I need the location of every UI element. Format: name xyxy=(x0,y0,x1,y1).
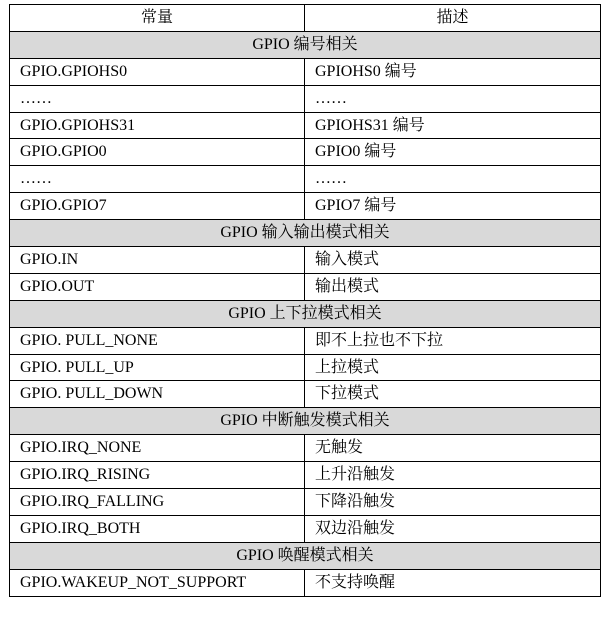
section-title: GPIO 编号相关 xyxy=(10,31,601,58)
table-row xyxy=(10,112,601,139)
table-row xyxy=(10,489,601,516)
table-row xyxy=(10,435,601,462)
table-row xyxy=(10,85,601,112)
description-cell: GPIOHS31 编号 xyxy=(305,112,601,139)
description-cell: 下降沿触发 xyxy=(305,489,601,516)
constant-cell: GPIO.GPIO0 xyxy=(10,139,305,166)
description-cell: GPIO0 编号 xyxy=(305,139,601,166)
table-row xyxy=(10,247,601,274)
description-cell: 不支持唤醒 xyxy=(305,569,601,596)
constant-cell: GPIO.GPIO7 xyxy=(10,193,305,220)
table-header-row xyxy=(10,5,601,32)
table-row xyxy=(10,354,601,381)
table-row xyxy=(10,193,601,220)
gpio-constants-table-container xyxy=(9,4,601,597)
constant-cell: GPIO.IRQ_BOTH xyxy=(10,515,305,542)
constant-cell: GPIO.IN xyxy=(10,247,305,274)
section-header-gpio-io-mode xyxy=(10,220,601,247)
constant-cell: GPIO. PULL_UP xyxy=(10,354,305,381)
section-title: GPIO 中断触发模式相关 xyxy=(10,408,601,435)
table-row xyxy=(10,381,601,408)
constant-cell: GPIO. PULL_NONE xyxy=(10,327,305,354)
description-cell: 下拉模式 xyxy=(305,381,601,408)
description-cell: …… xyxy=(305,85,601,112)
constant-cell: …… xyxy=(10,85,305,112)
description-cell: GPIO7 编号 xyxy=(305,193,601,220)
constant-cell: GPIO. PULL_DOWN xyxy=(10,381,305,408)
constant-cell: GPIO.IRQ_NONE xyxy=(10,435,305,462)
description-cell: 输入模式 xyxy=(305,247,601,274)
table-row xyxy=(10,273,601,300)
description-cell: GPIOHS0 编号 xyxy=(305,58,601,85)
table-row xyxy=(10,166,601,193)
table-row xyxy=(10,569,601,596)
description-cell: 上拉模式 xyxy=(305,354,601,381)
description-cell: 输出模式 xyxy=(305,273,601,300)
section-header-gpio-wakeup-mode xyxy=(10,542,601,569)
table-row xyxy=(10,327,601,354)
section-title: GPIO 唤醒模式相关 xyxy=(10,542,601,569)
section-header-gpio-irq-mode xyxy=(10,408,601,435)
description-cell: …… xyxy=(305,166,601,193)
table-row xyxy=(10,58,601,85)
section-header-gpio-number xyxy=(10,31,601,58)
constant-cell: GPIO.OUT xyxy=(10,273,305,300)
constant-cell: …… xyxy=(10,166,305,193)
constant-cell: GPIO.IRQ_FALLING xyxy=(10,489,305,516)
gpio-constants-table xyxy=(9,4,601,597)
section-title: GPIO 上下拉模式相关 xyxy=(10,300,601,327)
constant-cell: GPIO.GPIOHS31 xyxy=(10,112,305,139)
constant-cell: GPIO.IRQ_RISING xyxy=(10,462,305,489)
header-description: 描述 xyxy=(305,5,601,32)
description-cell: 双边沿触发 xyxy=(305,515,601,542)
section-header-gpio-pull-mode xyxy=(10,300,601,327)
description-cell: 上升沿触发 xyxy=(305,462,601,489)
table-row xyxy=(10,462,601,489)
constant-cell: GPIO.GPIOHS0 xyxy=(10,58,305,85)
table-row xyxy=(10,139,601,166)
constant-cell: GPIO.WAKEUP_NOT_SUPPORT xyxy=(10,569,305,596)
section-title: GPIO 输入输出模式相关 xyxy=(10,220,601,247)
description-cell: 即不上拉也不下拉 xyxy=(305,327,601,354)
header-constant: 常量 xyxy=(10,5,305,32)
description-cell: 无触发 xyxy=(305,435,601,462)
table-row xyxy=(10,515,601,542)
